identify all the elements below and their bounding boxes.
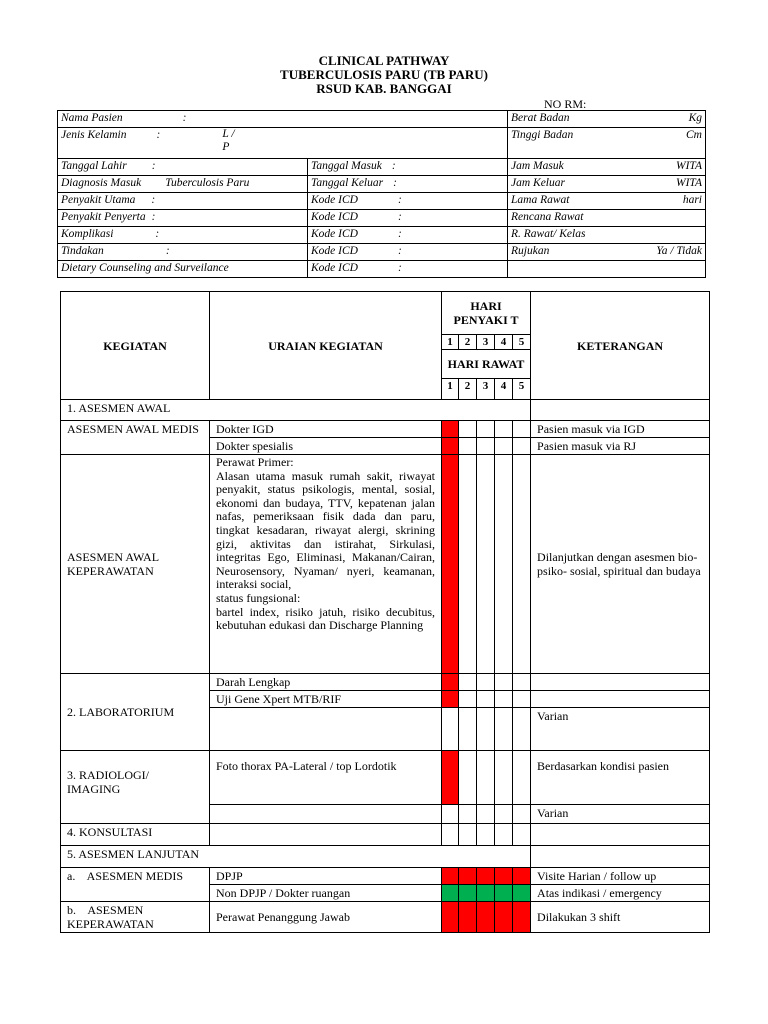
mark-red xyxy=(442,421,459,438)
mark-red xyxy=(495,902,513,933)
label-penyerta: Penyakit Penyerta xyxy=(61,211,146,223)
ket-foto: Berdasarkan kondisi pasien xyxy=(531,751,710,805)
section-asesmen-awal: 1. ASESMEN AWAL xyxy=(61,400,531,421)
label-jam-keluar: Jam Keluar xyxy=(511,177,565,189)
asesmen-medis: a. ASESMEN MEDIS xyxy=(61,868,210,902)
mark-red xyxy=(495,868,513,885)
label-lp: L / xyxy=(222,128,235,140)
ket-varian-rad: Varian xyxy=(531,805,710,824)
day-rawat-1: 1 xyxy=(442,379,459,400)
mark-red xyxy=(442,751,459,805)
col-kegiatan: KEGIATAN xyxy=(61,292,210,400)
asesmen-awal-medis: ASESMEN AWAL MEDIS xyxy=(61,421,210,455)
col-hari-rawat: HARI RAWAT xyxy=(442,350,531,379)
title-line-3: RSUD KAB. BANGGAI xyxy=(316,81,452,96)
day-rawat-4: 4 xyxy=(495,379,513,400)
label-icd-2: Kode ICD xyxy=(311,211,358,223)
mark-green xyxy=(495,885,513,902)
ket-igd: Pasien masuk via IGD xyxy=(531,421,710,438)
mark-red xyxy=(442,455,459,674)
label-berat: Berat Badan xyxy=(511,112,570,124)
label-icd-5: Kode ICD xyxy=(311,262,358,274)
mark-green xyxy=(513,885,531,902)
label-komplikasi: Komplikasi xyxy=(61,228,114,240)
perawat-primer-text: Perawat Primer: Alasan utama masuk rumah sakit, riwayat penyakit, status psikologis, mental, sosial, ekonomi dan budaya, TTV, kepatenan jalan nafas, pemeriksaan fisik dada dan paru, tingkat kesadaran, riwayat alergi, skrining gizi, aktivitas dan istirahat, Sirkulasi, integritas Ego, Eliminasi, Makanan/Cairan, Neurosensory, Nyaman/ nyeri, keamanan, interaksi social, status fungsional: bartel index, risiko jatuh, risiko decubitus, kebutuhan edukasi dan Discharge Planning xyxy=(210,455,442,674)
no-rm-label: NO RM: xyxy=(544,97,587,111)
konsultasi: 4. KONSULTASI xyxy=(61,824,210,846)
mark-green xyxy=(442,885,459,902)
day-penyakit-2: 2 xyxy=(459,335,477,350)
label-nama: Nama Pasien xyxy=(61,112,123,124)
label-icd-1: Kode ICD xyxy=(311,194,358,206)
mark-red xyxy=(459,902,477,933)
mark-red xyxy=(459,868,477,885)
label-jenis: Jenis Kelamin xyxy=(61,129,127,141)
mark-red xyxy=(442,902,459,933)
patient-info-table: Nama Pasien : Berat Badan Kg Jenis Kelamin : L / P Tinggi Badan Cm Tanggal Lahir : Tanggal Masuk : Jam Masuk WITA Diagnosis Masuk Tuberculosis Paru Tanggal Keluar : Jam Keluar WITA Penyakit Utama : Kode ICD : Lama Rawat hari Penyakit Penyerta : Kode ICD : Rencana Rawat Komplikasi : Kode ICD : R. Rawat/ Kelas Tindakan : Kode ICD : Rujukan Ya / Tidak Dietary Counseling and Surveilance Kode ICD : xyxy=(57,110,706,278)
col-keterangan: KETERANGAN xyxy=(531,292,710,400)
mark-red xyxy=(442,868,459,885)
mark-red xyxy=(513,902,531,933)
label-tinggi: Tinggi Badan xyxy=(511,129,574,141)
ket-dpjp: Visite Harian / follow up xyxy=(531,868,710,885)
label-p: P xyxy=(222,141,230,153)
mark-red xyxy=(442,674,459,691)
day-rawat-5: 5 xyxy=(513,379,531,400)
perawat-penanggung-jawab: Perawat Penanggung Jawab xyxy=(210,902,442,933)
mark-red xyxy=(513,868,531,885)
non-dpjp: Non DPJP / Dokter ruangan xyxy=(210,885,442,902)
label-tindakan: Tindakan xyxy=(61,245,104,257)
uji-gene-xpert: Uji Gene Xpert MTB/RIF xyxy=(210,691,442,708)
dokter-spesialis: Dokter spesialis xyxy=(210,438,442,455)
ket-varian-lab: Varian xyxy=(531,708,710,751)
label-jam-masuk: Jam Masuk xyxy=(511,160,564,172)
label-utama: Penyakit Utama xyxy=(61,194,136,206)
dokter-igd: Dokter IGD xyxy=(210,421,442,438)
ket-non-dpjp: Atas indikasi / emergency xyxy=(531,885,710,902)
label-icd-3: Kode ICD xyxy=(311,228,358,240)
pathway-table xyxy=(60,291,710,933)
label-dietary: Dietary Counseling and Surveilance xyxy=(61,262,229,274)
ket-shift: Dilakukan 3 shift xyxy=(531,902,710,933)
ket-asesmen-keperawatan: Dilanjutkan dengan asesmen bio-psiko- sosial, spiritual dan budaya xyxy=(531,455,710,674)
mark-green xyxy=(459,885,477,902)
mark-red xyxy=(477,902,495,933)
darah-lengkap: Darah Lengkap xyxy=(210,674,442,691)
mark-red xyxy=(442,691,459,708)
label-icd-4: Kode ICD xyxy=(311,245,358,257)
laboratorium: 2. LABORATORIUM xyxy=(61,674,210,751)
day-penyakit-4: 4 xyxy=(495,335,513,350)
dpjp: DPJP xyxy=(210,868,442,885)
label-lama: Lama Rawat xyxy=(511,194,570,206)
radiologi: 3. RADIOLOGI/ IMAGING xyxy=(61,751,210,824)
ket-rj: Pasien masuk via RJ xyxy=(531,438,710,455)
asesmen-keperawatan: b. ASESMEN KEPERAWATAN xyxy=(61,902,210,933)
diagnosis-value: Tuberculosis Paru xyxy=(165,177,250,189)
label-masuk: Tanggal Masuk xyxy=(311,160,382,172)
col-uraian: URAIAN KEGIATAN xyxy=(210,292,442,400)
day-rawat-3: 3 xyxy=(477,379,495,400)
title-line-2: TUBERCULOSIS PARU (TB PARU) xyxy=(280,67,488,82)
day-penyakit-5: 5 xyxy=(513,335,531,350)
col-hari-penyakit: HARI PENYAKI T xyxy=(442,292,531,335)
mark-red xyxy=(477,868,495,885)
label-rencana: Rencana Rawat xyxy=(511,211,584,223)
section-asesmen-lanjutan: 5. ASESMEN LANJUTAN xyxy=(61,846,531,868)
label-diagnosis: Diagnosis Masuk xyxy=(61,177,142,189)
label-keluar: Tanggal Keluar xyxy=(311,177,384,189)
asesmen-awal-keperawatan: ASESMEN AWAL KEPERAWATAN xyxy=(61,455,210,674)
day-rawat-2: 2 xyxy=(459,379,477,400)
day-penyakit-3: 3 xyxy=(477,335,495,350)
label-lahir: Tanggal Lahir xyxy=(61,160,127,172)
foto-thorax: Foto thorax PA-Lateral / top Lordotik xyxy=(210,751,442,805)
label-rujukan: Rujukan xyxy=(511,245,550,257)
label-rawat-kelas: R. Rawat/ Kelas xyxy=(511,228,586,240)
mark-green xyxy=(477,885,495,902)
title-line-1: CLINICAL PATHWAY xyxy=(318,53,450,68)
day-penyakit-1: 1 xyxy=(442,335,459,350)
mark-red xyxy=(442,438,459,455)
